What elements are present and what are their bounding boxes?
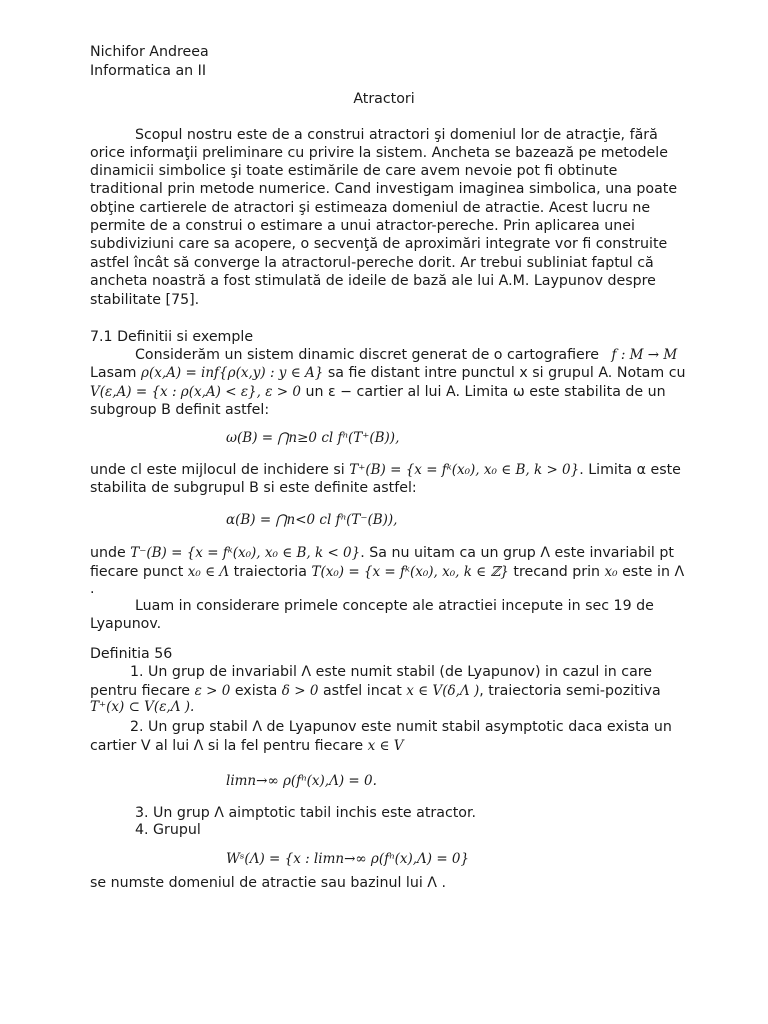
math-expression: V(ε,A) = {x : ρ(x,A) < ε}, ε > 0	[90, 384, 301, 400]
line-text: Considerăm un sistem dinamic discret generat de o cartografiere	[135, 347, 600, 363]
math-expression: x ∈ V	[367, 738, 404, 754]
line-text: sa fie distant intre punctul x si grupul A. Notam cu	[327, 365, 686, 381]
paragraph-line: obţine cartierele de atractori şi estimeaza domeniul de atractie. Acest lucru ne	[90, 200, 651, 216]
paragraph-line	[90, 461, 681, 479]
line-text: Lasam	[90, 365, 137, 381]
line-text: unde	[90, 545, 126, 561]
line-text: . Sa nu uitam ca un grup Λ este invariabil pt	[360, 545, 674, 561]
math-expression: f : M → M	[611, 347, 678, 363]
line-text: este in Λ	[622, 564, 685, 580]
line-text: pentru fiecare	[90, 683, 191, 699]
paragraph-line: astfel încât să converge la atractorul-pereche dorit. Ar trebui subliniat faptul că	[90, 255, 654, 271]
paragraph-line: dinamicii simbolice şi toate estimările de care avem nevoie pot fi obtinute	[90, 163, 618, 179]
math-expression: ε > 0	[194, 683, 231, 699]
paragraph-line: permite de a construi o estimare a unui atractor-pereche. Prin aplicarea unei	[90, 218, 635, 234]
definition-heading: Definitia 56	[90, 646, 173, 662]
paragraph-line: subdiviziuni care sa acopere, o secvenţă de aproximări integrate vor fi construite	[90, 236, 668, 252]
paragraph-line: orice informaţii preliminare cu privire la sistem. Ancheta se bazează pe metodele	[90, 145, 668, 161]
paragraph-line	[90, 563, 684, 581]
line-text: traiectoria	[233, 564, 307, 580]
paragraph-line	[90, 383, 666, 401]
math-expression: T⁺(B) = {x = fᵏ(x₀), x₀ ∈ B, k > 0}	[349, 462, 580, 478]
page-title: Atractori	[353, 91, 415, 107]
line-text: exista	[234, 683, 278, 699]
line-text: fiecare punct	[90, 564, 184, 580]
asymptotic-limit-equation: limn→∞ ρ(fⁿ(x),Λ) = 0.	[226, 773, 377, 789]
alpha-limit-equation: α(B) = ⋂n<0 cl fⁿ(T⁻(B)),	[226, 512, 398, 528]
paragraph-line	[90, 544, 674, 562]
list-item: 3. Un grup Λ aimptotic tabil inchis este atractor.	[135, 805, 477, 821]
paragraph-line: traditional prin metode numerice. Cand investigam imaginea simbolica, una poate	[90, 181, 678, 197]
line-text: . Limita α este	[579, 462, 681, 478]
math-expression: δ > 0	[281, 683, 319, 699]
paragraph-line: .	[90, 581, 95, 597]
line-text: un ε − cartier al lui A. Limita ω este stabilita de un	[305, 384, 666, 400]
paragraph-line: se numste domeniul de atractie sau bazinul lui Λ .	[90, 875, 447, 891]
line-text: astfel incat	[322, 683, 402, 699]
line-text: cartier V al lui Λ si la fel pentru fiecare	[90, 738, 364, 754]
math-expression: T(x₀) = {x = fᵏ(x₀), x₀, k ∈ ℤ}	[311, 564, 509, 580]
paragraph-line: subgroup B definit astfel:	[90, 402, 270, 418]
section-heading: 7.1 Definitii si exemple	[90, 329, 254, 345]
line-text: trecand prin	[513, 564, 601, 580]
paragraph-line: stabilita de subgrupul B si este definite astfel:	[90, 480, 417, 496]
paragraph-line: Lyapunov.	[90, 616, 162, 632]
paragraph-line	[135, 346, 677, 364]
course-name: Informatica an II	[90, 63, 207, 79]
paragraph-line: Luam in considerare primele concepte ale atractiei incepute in sec 19 de	[135, 598, 654, 614]
line-text: , traiectoria semi-pozitiva	[479, 683, 661, 699]
basin-equation: Wˢ(Λ) = {x : limn→∞ ρ(fⁿ(x),Λ) = 0}	[226, 851, 470, 867]
paragraph-line	[90, 737, 404, 755]
list-item: 2. Un grup stabil Λ de Lyapunov este numit stabil asymptotic daca exista un	[130, 719, 672, 735]
math-expression: x ∈ V(δ,Λ )	[406, 683, 480, 699]
line-text: unde cl este mijlocul de inchidere si	[90, 462, 345, 478]
math-expression: x₀ ∈ Λ	[187, 564, 230, 580]
paragraph-line: stabilitate [75].	[90, 292, 200, 308]
paragraph-line	[90, 364, 686, 382]
math-expression: ρ(x,A) = inf{ρ(x,y) : y ∈ A}	[141, 365, 324, 381]
list-item: 4. Grupul	[135, 822, 201, 838]
omega-limit-equation: ω(B) = ⋂n≥0 cl fⁿ(T⁺(B)),	[226, 430, 400, 446]
math-expression: T⁻(B) = {x = fᵏ(x₀), x₀ ∈ B, k < 0}	[130, 545, 361, 561]
math-expression: T⁺(x) ⊂ V(ε,Λ ).	[90, 699, 195, 715]
paragraph-line: ancheta noastră a fost stimulată de ideile de bază ale lui A.M. Laypunov despre	[90, 273, 656, 289]
math-expression: x₀	[604, 564, 618, 580]
paragraph-line: Scopul nostru este de a construi atractori şi domeniul lor de atracţie, fără	[135, 127, 658, 143]
list-item: 1. Un grup de invariabil Λ este numit stabil (de Lyapunov) in cazul in care	[130, 664, 653, 680]
author-name: Nichifor Andreea	[90, 44, 209, 60]
